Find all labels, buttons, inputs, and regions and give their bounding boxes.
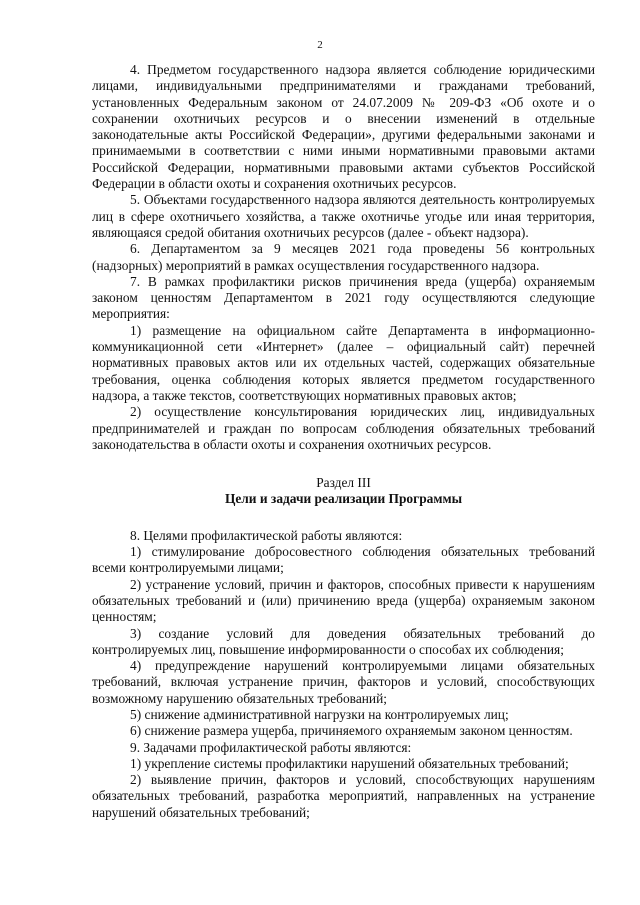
- section-title: Цели и задачи реализации Программы: [224, 491, 463, 507]
- goal-item-4: 4) предупреждение нарушений контролируемыми лицами обязательных требований, включая устранение причин, факторов и условий, способствующих возможному нарушению обязательных требований;: [92, 658, 595, 706]
- paragraph-item-7: 7. В рамках профилактики рисков причинения вреда (ущерба) охраняемым законом ценностям Департаментом в 2021 году осуществляются следующие мероприятия:: [92, 273, 595, 322]
- spacer: [92, 453, 595, 475]
- goal-item-2: 2) устранение условий, причин и факторов, способных привести к нарушениям обязательных требований и (или) причинению вреда (ущерба) охраняемым законом ценностям;: [92, 576, 595, 625]
- paragraph-subitem-2: 2) осуществление консультирования юридических лиц, индивидуальных предпринимателей и граждан по вопросам соблюдения обязательных требований законодательства в области охоты и сохранения охотничьих ресурсов.: [92, 404, 595, 452]
- paragraph-item-8: 8. Целями профилактической работы являются:: [130, 527, 403, 543]
- paragraph-item-4: 4. Предметом государственного надзора является соблюдение юридическими лицами, индивидуальными предпринимателями и гражданами требований, установленных Федеральным законом от 24.07.2009 № 209-ФЗ «Об охоте и о сохранении охотничьих ресурсов и о внесении изменений в отдельные законодательные акты Российской Федерации», другими федеральными законами и принимаемыми в соответствии с ними иными нормативными правовыми актами Российской Федерации, нормативными правовыми актами субъектов Российской Федерации в области охоты и сохранения охотничьих ресурсов.: [92, 62, 595, 192]
- section-label: Раздел III: [316, 475, 371, 491]
- paragraph-item-5: 5. Объектами государственного надзора являются деятельность контролируемых лиц в сфере охотничьего хозяйства, а также охотничье угодье или иная территория, являющаяся средой обитания охотничьих ресурсов (далее - объект надзора).: [92, 192, 595, 240]
- document-body: [92, 62, 595, 821]
- paragraph-item-6: 6. Департаментом за 9 месяцев 2021 года проведены 56 контрольных (надзорных) мероприятий в рамках осуществления государственного надзора.: [92, 241, 595, 273]
- goal-item-5: 5) снижение административной нагрузки на контролируемых лиц;: [130, 706, 509, 722]
- goal-item-1: 1) стимулирование добросовестного соблюдения обязательных требований всеми контролируемыми лицами;: [92, 544, 595, 576]
- task-item-1: 1) укрепление системы профилактики нарушений обязательных требований;: [130, 755, 569, 771]
- paragraph-item-9: 9. Задачами профилактической работы являются:: [130, 739, 412, 755]
- goal-item-3: 3) создание условий для доведения обязательных требований до контролируемых лиц, повышение информированности о способах их соблюдения;: [92, 625, 595, 657]
- spacer: [92, 508, 595, 528]
- page-number: 2: [317, 39, 323, 51]
- task-item-2: 2) выявление причин, факторов и условий, способствующих нарушениям обязательных требований, разработка мероприятий, направленных на устранение нарушений обязательных требований;: [92, 772, 595, 820]
- goal-item-6: 6) снижение размера ущерба, причиняемого охраняемым законом ценностям.: [130, 723, 573, 739]
- paragraph-subitem-1: 1) размещение на официальном сайте Департамента в информационно-коммуникационной сети «Интернет» (далее – официальный сайт) перечней нормативных правовых актов или их отдельных частей, содержащих обязательные требования, оценка соблюдения которых является предметом государственного надзора, а также текстов, соответствующих нормативных правовых актов;: [92, 322, 595, 403]
